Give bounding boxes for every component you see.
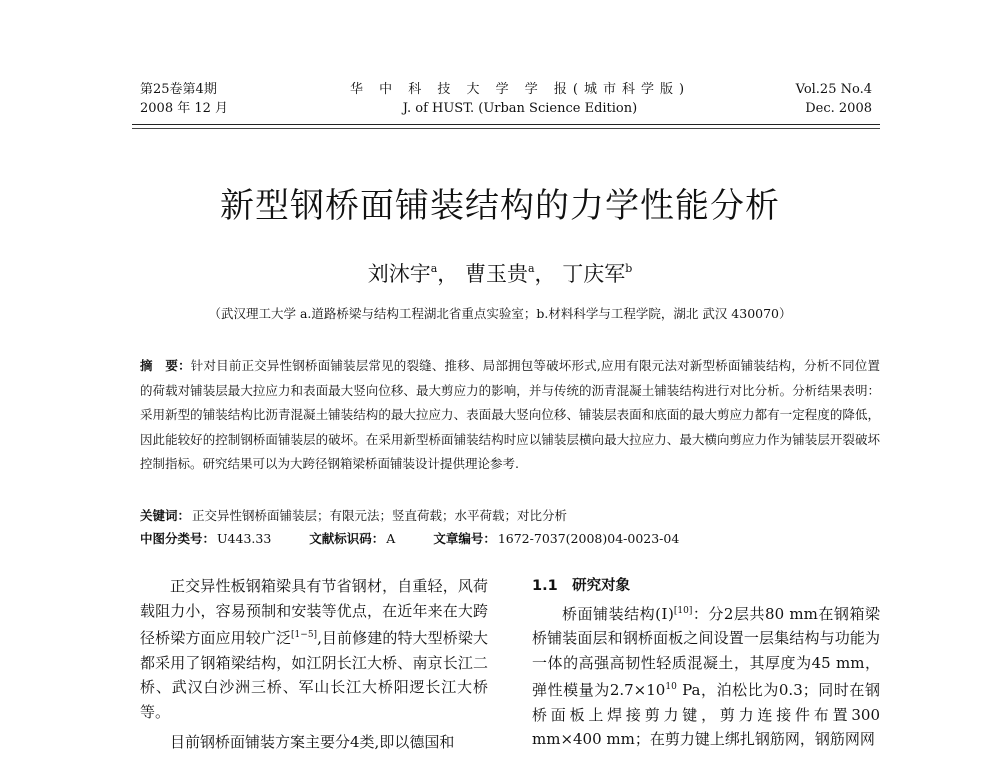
header-rule (132, 124, 880, 125)
exponent: 10 (665, 682, 677, 692)
section-paragraph: 桥面铺装结构(Ⅰ)[10]：分2层共80 mm在钢箱梁桥铺装面层和钢桥面板之间设置一层集结构与功能为一体的高强高韧性轻质混凝土，其厚度为45 mm，弹性模量为$2.7\times 10^{10}$ Pa，泊松比为0.3；同时在钢桥面板上焊接剪力键，剪力连接件布置300 mm×400 mm；在剪力键上绑扎钢筋网，钢筋网网 (532, 604, 880, 748)
clc-number: 中图分类号： U443.33 (140, 531, 272, 546)
author-name: 曹玉贵 (464, 262, 528, 286)
keywords-text: 正交异性钢桥面铺装层；有限元法；竖直荷载；水平荷载；对比分析 (192, 508, 568, 523)
header-right (796, 80, 872, 118)
author-name: 丁庆军 (562, 262, 626, 286)
abstract (140, 354, 880, 477)
body-left-column (140, 574, 488, 755)
date-en: Dec. 2008 (805, 101, 872, 116)
volume-issue-cn: 第25卷第4期 (140, 82, 217, 97)
header-rule-thin (132, 128, 880, 129)
intro-paragraph: 正交异性板钢箱梁具有节省钢材，自重轻，风荷载阻力小，容易预制和安装等优点，在近年来在大跨径桥梁方面应用较广泛[1−5],目前修建的特大型桥梁大都采用了钢箱梁结构，如江阴长江大桥、南京长江二桥、武汉白沙洲三桥、军山长江大桥阳逻长江大桥等。 (140, 577, 488, 721)
intro-paragraph-2: 目前钢桥面铺装方案主要分4类,即以德国和 (170, 733, 455, 751)
affiliation: （武汉理工大学 a.道路桥梁与结构工程湖北省重点实验室；b.材料科学与工程学院，湖北 武汉 430070） (208, 306, 792, 321)
paper-title: 新型钢桥面铺装结构的力学性能分析 (220, 186, 780, 226)
keywords-label: 关键词： (140, 508, 191, 523)
journal-name-en: J. of HUST. (Urban Science Edition) (402, 101, 638, 116)
header-left (140, 80, 228, 118)
keywords (140, 505, 880, 527)
author-affil-mark: b (625, 262, 633, 275)
author-name: 刘沐宇 (367, 262, 431, 286)
citation-ref: [10] (673, 605, 693, 616)
author-affil-mark: a (430, 262, 438, 275)
date-cn: 2008 年 12 月 (140, 101, 229, 116)
abstract-text: 针对目前正交异性钢桥面铺装层常见的裂缝、推移、局部拥包等破坏形式,应用有限元法对新型桥面铺装结构，分析不同位置的荷载对铺装层最大拉应力和表面最大竖向位移、最大剪应力的影响，并与传统的沥青混凝土铺装结构进行对比分析。分析结果表明：采用新型的铺装结构比沥青混凝土铺装结构的最大拉应力、表面最大竖向位移、铺装层表面和底面的最大剪应力都有一定程度的降低，因此能较好的控制钢桥面铺装层的破坏。在采用新型桥面铺装结构时应以铺装层横向最大拉应力、最大横向剪应力作为铺装层开裂破坏控制指标。研究结果可以为大跨径钢箱梁桥面铺装设计提供理论参考. (140, 358, 880, 471)
body-right-column (532, 574, 880, 752)
classification-line (140, 528, 880, 550)
section-heading: 1.1 研究对象 (532, 578, 631, 594)
document-code: 文献标识码： A (309, 531, 396, 546)
article-number: 文章编号： 1672-7037(2008)04-0023-04 (433, 531, 680, 546)
author-affil-mark: a (527, 262, 535, 275)
citation-ref: [1−5] (291, 630, 318, 640)
author-separator: ， (534, 262, 556, 286)
abstract-label: 摘 要： (140, 358, 191, 373)
volume-issue-en: Vol.25 No.4 (795, 82, 872, 97)
author-list (0, 258, 1000, 288)
author-separator: ， (437, 262, 459, 286)
journal-name-cn: 华 中 科 技 大 学 学 报(城市科学版) (349, 82, 691, 97)
header-center (320, 80, 720, 118)
